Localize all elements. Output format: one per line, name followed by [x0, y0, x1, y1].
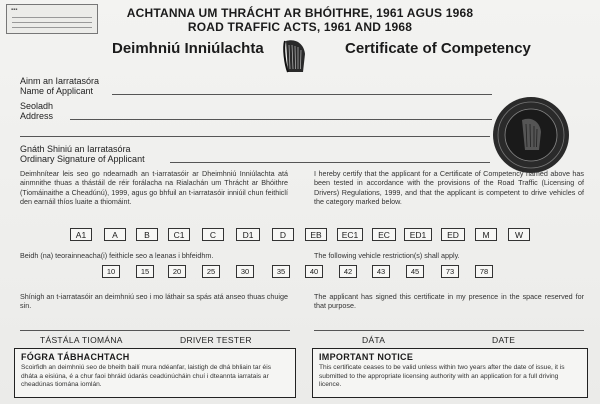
notice-box-english	[312, 348, 588, 398]
category-box[interactable]: EC	[372, 228, 396, 241]
address-label-english: Address	[20, 111, 54, 121]
certify-paragraph-irish: Deimhnítear leis seo go ndearnadh an t-iarratasóir ar Dheimhniú Inniúlachta atá ainmnithe thuas a thástáil de réir forálacha na Rialachán um Thrácht ar Bhóithre (Tiomáinaithe a Cheadúnú), 1999, agus go bhfuil an t-iarratasóir inniúil chun feithiclí den earnáil thíos luaite a thiomáint.	[20, 169, 288, 206]
category-box[interactable]: D	[272, 228, 294, 241]
restriction-box[interactable]: 42	[339, 265, 357, 278]
name-label-english: Name of Applicant	[20, 86, 94, 96]
category-box[interactable]: EC1	[337, 228, 363, 241]
header-title-irish: ACHTANNA UM THRÁCHT AR BHÓITHRE, 1961 AGUS 1968	[126, 6, 474, 20]
notice-title-english: IMPORTANT NOTICE	[319, 352, 414, 362]
date-label-irish: DÁTA	[362, 335, 386, 345]
notice-text-english: This certificate ceases to be valid unless within two years after the date of issue, it is submitted to the appropriate licensing authority with an application for a full driving licence.	[319, 364, 565, 388]
restriction-box[interactable]: 78	[475, 265, 493, 278]
notice-box-irish	[14, 348, 296, 398]
name-label-irish: Ainm an Iarratasóra	[20, 76, 100, 86]
signature-label-english: Ordinary Signature of Applicant	[20, 154, 145, 164]
restriction-box[interactable]: 35	[272, 265, 290, 278]
notice-title-irish: FÓGRA TÁBHACHTACH	[21, 352, 130, 362]
address-label-irish: Seoladh	[20, 101, 54, 111]
restriction-box[interactable]: 45	[406, 265, 424, 278]
category-box[interactable]: ED1	[404, 228, 432, 241]
official-seal-icon	[492, 96, 570, 174]
date-label-english: DATE	[492, 335, 516, 345]
category-box[interactable]: C	[202, 228, 224, 241]
certificate-title-english: Certificate of Competency	[345, 40, 531, 57]
address-field-line-1[interactable]	[70, 119, 492, 120]
category-box[interactable]: A1	[70, 228, 92, 241]
category-box[interactable]: D1	[236, 228, 260, 241]
harp-emblem-icon	[282, 38, 308, 74]
date-line[interactable]	[314, 330, 584, 331]
header-title-english: ROAD TRAFFIC ACTS, 1961 AND 1968	[187, 20, 413, 34]
category-box[interactable]: C1	[168, 228, 190, 241]
restriction-box[interactable]: 15	[136, 265, 154, 278]
signature-field[interactable]	[170, 162, 490, 163]
signed-statement-irish: Shínigh an t-iarratasóir an deimhniú seo i mo láthair sa spás atá anseo thuas chuige sin.	[20, 292, 288, 311]
category-box[interactable]: A	[104, 228, 126, 241]
tester-label-irish: TÁSTÁLA TIOMÁNA	[40, 335, 123, 345]
address-field-line-2[interactable]	[20, 136, 490, 137]
category-box[interactable]: B	[136, 228, 158, 241]
restrictions-text-english: The following vehicle restriction(s) shall apply.	[314, 251, 460, 260]
restriction-box[interactable]: 30	[236, 265, 254, 278]
name-field[interactable]	[112, 94, 492, 95]
notice-text-irish: Scoirfidh an deimhniú seo de bheith bailí mura ndéanfar, laistigh de dhá bhliain tar éis dháta a eisiúna, é a chur faoi bhráid údarás ceadúnúcháin chuí i dteannta iarratais ar cheadúnas tiomána iomlán.	[21, 364, 271, 388]
certify-paragraph-english: I hereby certify that the applicant for a Certificate of Competency named above has been tested in accordance with the provisions of the Road Traffic (Licensing of Drivers) Regulations, 1999, and that the applicant is competent to drive vehicles of the category marked below.	[314, 169, 584, 206]
signed-statement-english: The applicant has signed this certificate in my presence in the space reserved for that purpose.	[314, 292, 584, 311]
tester-label-english: DRIVER TESTER	[180, 335, 252, 345]
restriction-box[interactable]: 43	[372, 265, 390, 278]
restriction-box[interactable]: 40	[305, 265, 323, 278]
restriction-box[interactable]: 25	[202, 265, 220, 278]
restrictions-text-irish: Beidh (na) teorainneacha(i) feithicle seo a leanas i bhfeidhm.	[20, 251, 214, 260]
category-box[interactable]: ED	[441, 228, 465, 241]
tester-signature-line[interactable]	[20, 330, 290, 331]
restriction-box[interactable]: 20	[168, 265, 186, 278]
category-box[interactable]: EB	[305, 228, 327, 241]
revenue-stamp: ▪▪▪	[6, 4, 98, 34]
certificate-title-irish: Deimhniú Inniúlachta	[112, 40, 264, 57]
restriction-box[interactable]: 73	[441, 265, 459, 278]
signature-label-irish: Gnáth Shiniú an Iarratasóra	[20, 144, 131, 154]
category-box[interactable]: W	[508, 228, 530, 241]
restriction-box[interactable]: 10	[102, 265, 120, 278]
category-box[interactable]: M	[475, 228, 497, 241]
